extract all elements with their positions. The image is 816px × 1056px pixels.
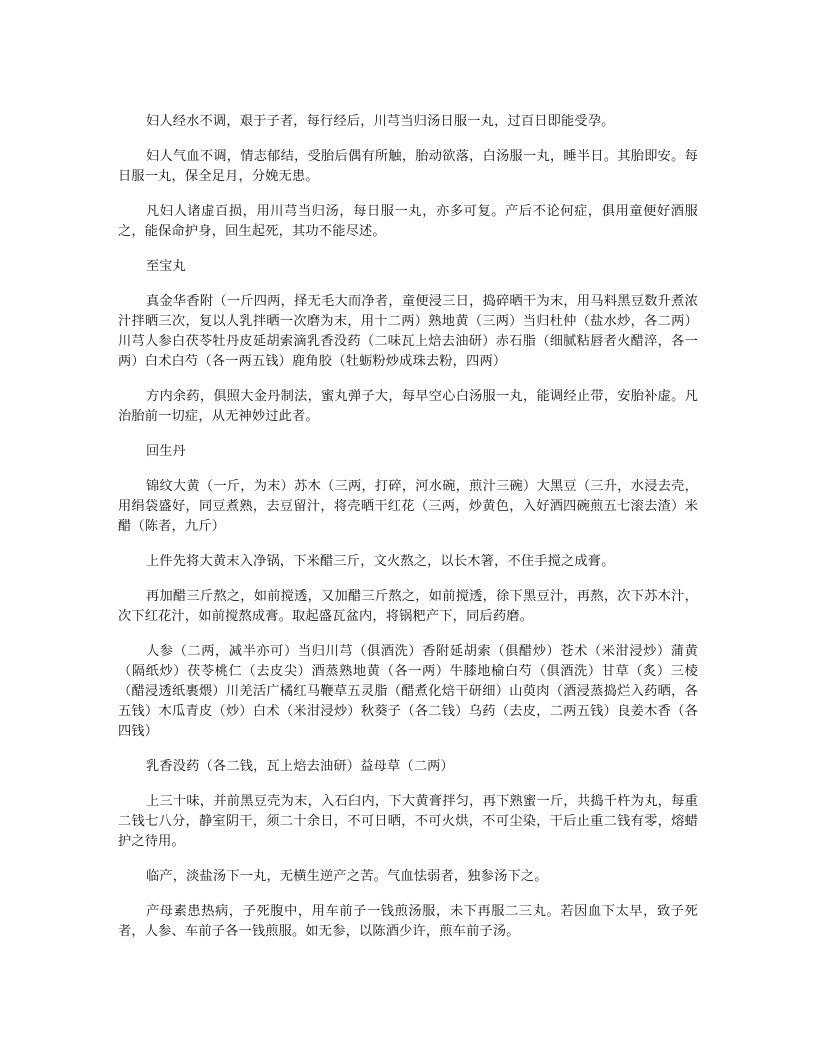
paragraph-2: 妇人气血不调，情志郁结，受胎后偶有所触，胎动欲落，白汤服一丸，睡半日。其胎即安。每日服一丸，保全足月，分娩无患。	[118, 149, 698, 184]
section-heading-zhibaowan: 至宝丸	[146, 259, 186, 274]
paragraph-huishengdan-step-1: 上件先将大黄末入净锅，下米醋三斤，文火熬之，以长木箸，不住手搅之成膏。	[146, 554, 615, 569]
paragraph-huishengdan-dead-fetus: 产母素患热病，子死腹中，用车前子一钱煎汤服，未下再服二三丸。若因血下太早，致子死者，人参、车前子各一钱煎服。如无参，以陈酒少许，煎车前子汤。	[118, 904, 698, 939]
document-page	[118, 112, 698, 957]
paragraph-huishengdan-step-2: 再加醋三斤熬之，如前搅透，又加醋三斤熬之，如前搅透，徐下黑豆汁，再熬，次下苏木汁，次下红花汁，如前搅熬成膏。取起盛瓦盆内，将锅粑产下，同后药磨。	[118, 589, 698, 624]
paragraph-huishengdan-preparation: 上三十味，并前黑豆壳为末，入石臼内，下大黄膏拌匀，再下熟蜜一斤，共捣千杵为丸，每重二钱七八分，静室阴干，须二十余日，不可日晒，不可火烘，不可尘染，干后止重二钱有零，熔蜡护之待用。	[118, 794, 698, 849]
paragraph-3: 凡妇人诸虚百损，用川芎当归汤，每日服一丸，亦多可复。产后不论何症，俱用童便好酒服之，能保命护身，回生起死，其功不能尽述。	[118, 204, 698, 239]
paragraph-zhibaowan-ingredients: 真金华香附（一斤四两，择无毛大而净者，童便浸三日，捣碎晒干为末，用马料黑豆数升煮浓汁拌晒三次，复以人乳拌晒一次磨为末，用十二两）熟地黄（三两）当归杜仲（盐水炒，各二两）川芎人参白茯苓牡丹皮延胡索滴乳香没药（二味瓦上焙去油研）赤石脂（细腻粘唇者火醋淬，各一两）白术白芍（各一两五钱）鹿角胶（牡蛎粉炒成珠去粉，四两）	[118, 294, 698, 369]
paragraph-huishengdan-labor: 临产，淡盐汤下一丸，无横生逆产之苦。气血怯弱者，独参汤下之。	[146, 869, 548, 884]
paragraph-huishengdan-ingredients: 锦纹大黄（一斤，为末）苏木（三两，打碎，河水碗，煎汁三碗）大黑豆（三升，水浸去壳，用绢袋盛好，同豆煮熟，去豆留汁，将壳晒干红花（三两，炒黄色，入好酒四碗煎五七滚去渣）米醋（陈者，九斤）	[118, 479, 698, 534]
paragraph-huishengdan-extra-herbs: 乳香没药（各二钱，瓦上焙去油研）益母草（二两）	[146, 759, 454, 774]
section-heading-huishengdan: 回生丹	[146, 444, 186, 459]
paragraph-huishengdan-herbs: 人参（二两，减半亦可）当归川芎（俱酒洗）香附延胡索（俱醋炒）苍术（米泔浸炒）蒲黄（隔纸炒）茯苓桃仁（去皮尖）酒蒸熟地黄（各一两）牛膝地榆白芍（俱酒洗）甘草（炙）三棱（醋浸透纸裹煨）川羌活广橘红马鞭草五灵脂（醋煮化焙干研细）山萸肉（酒浸蒸捣烂入药晒，各五钱）木瓜青皮（炒）白术（米泔浸炒）秋葵子（各二钱）乌药（去皮，二两五钱）良姜木香（各四钱）	[118, 644, 698, 739]
paragraph-1: 妇人经水不调，艰于子者，每行经后，川芎当归汤日服一丸，过百日即能受孕。	[146, 114, 615, 129]
paragraph-zhibaowan-usage: 方内余药，俱照大金丹制法，蜜丸弹子大，每早空心白汤服一丸，能调经止带，安胎补虚。凡治胎前一切症，从无神妙过此者。	[118, 389, 698, 424]
